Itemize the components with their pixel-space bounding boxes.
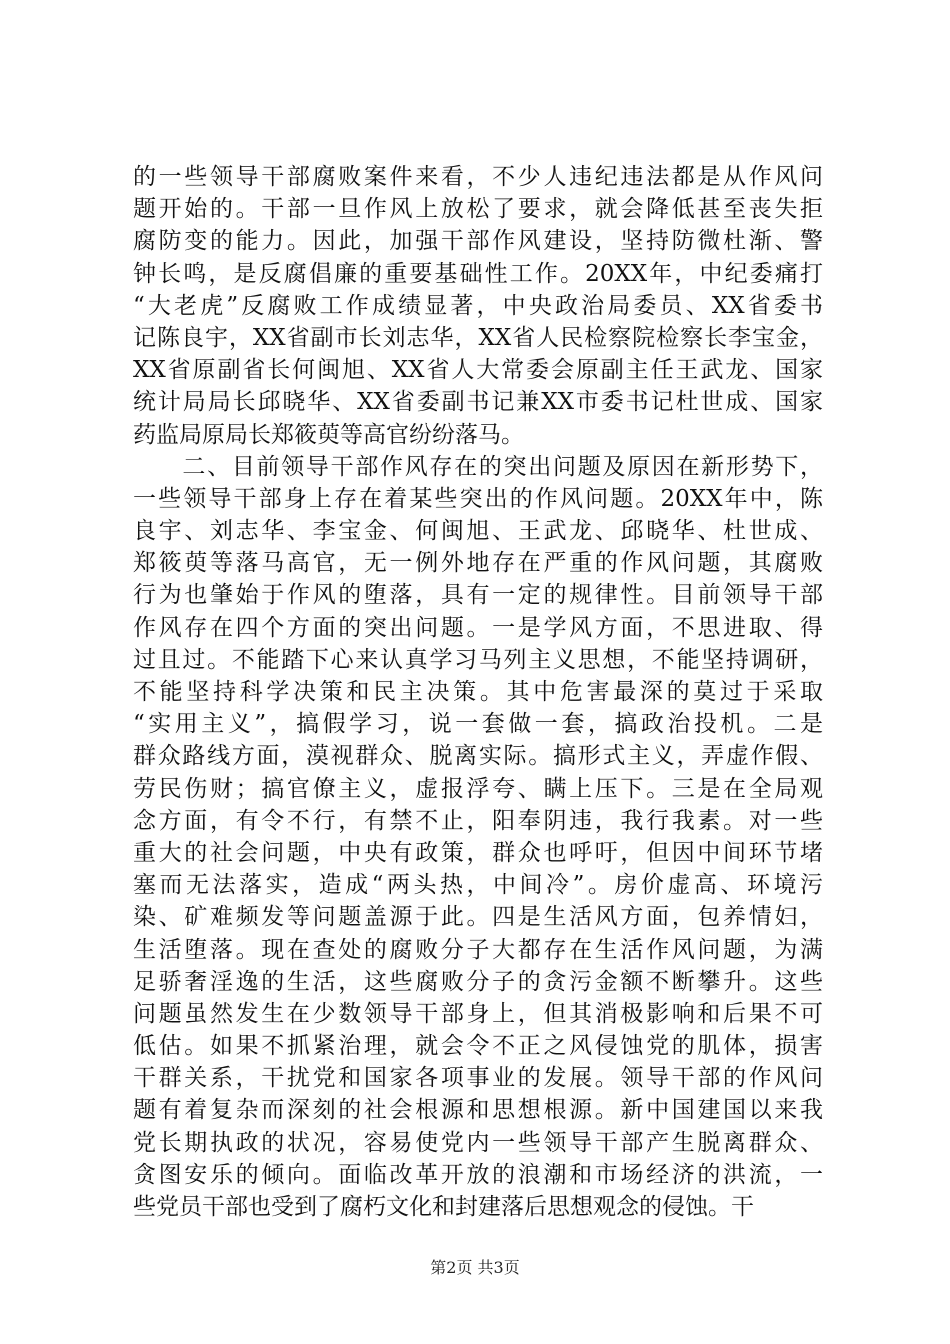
text-line: 作风存在四个方面的突出问题。一是学风方面，不思进取、得 (133, 614, 823, 641)
text-line: 染、矿难频发等问题盖源于此。四是生活风方面，包养情妇， (133, 904, 823, 931)
text-line: 塞而无法落实，造成“两头热，中间冷”。房价虚高、环境污 (133, 872, 823, 899)
text-line: 足骄奢淫逸的生活，这些腐败分子的贪污金额不断攀升。这些 (133, 968, 823, 995)
text-line: 行为也肇始于作风的堕落，具有一定的规律性。目前领导干部 (133, 582, 823, 609)
text-line: 生活堕落。现在查处的腐败分子大都存在生活作风问题，为满 (133, 936, 823, 963)
text-line: 念方面，有令不行，有禁不止，阳奉阴违，我行我素。对一些 (133, 807, 823, 834)
text-line: 群众路线方面，漠视群众、脱离实际。搞形式主义，弄虚作假、 (133, 743, 823, 770)
text-line: 二、目前领导干部作风存在的突出问题及原因在新形势下， (133, 453, 823, 480)
text-line: 问题虽然发生在少数领导干部身上，但其消极影响和后果不可 (133, 1000, 823, 1027)
text-line: 劳民伤财；搞官僚主义，虚报浮夸、瞒上压下。三是在全局观 (133, 775, 823, 802)
text-line: 记陈良宇，XX省副市长刘志华，XX省人民检察院检察长李宝金， (133, 324, 823, 351)
text-line: “实用主义”，搞假学习，说一套做一套，搞政治投机。二是 (133, 711, 823, 738)
text-line: 钟长鸣，是反腐倡廉的重要基础性工作。20XX年，中纪委痛打 (133, 260, 823, 287)
text-line: 统计局局长邱晓华、XX省委副书记兼XX市委书记杜世成、国家 (133, 389, 823, 416)
text-line: 不能坚持科学决策和民主决策。其中危害最深的莫过于采取 (133, 679, 823, 705)
page-number-footer: 第2页 共3页 (430, 1258, 520, 1277)
text-line: 郑筱萸等落马高官，无一例外地存在严重的作风问题，其腐败 (133, 550, 823, 577)
text-line: 良宇、刘志华、李宝金、何闽旭、王武龙、邱晓华、杜世成、 (133, 518, 823, 545)
body-text (133, 161, 823, 1223)
text-line: 一些领导干部身上存在着某些突出的作风问题。20XX年中，陈 (133, 485, 823, 512)
text-line: 低估。如果不抓紧治理，就会令不正之风侵蚀党的肌体，损害 (133, 1033, 823, 1060)
text-line: “大老虎”反腐败工作成绩显著，中央政治局委员、XX省委书 (133, 292, 823, 319)
text-line: 贪图安乐的倾向。面临改革开放的浪潮和市场经济的洪流，一 (133, 1161, 823, 1188)
text-line: XX省原副省长何闽旭、XX省人大常委会原副主任王武龙、国家 (133, 357, 823, 384)
text-line: 腐防变的能力。因此，加强干部作风建设，坚持防微杜渐、警 (133, 228, 823, 255)
text-line: 党长期执政的状况，容易使党内一些领导干部产生脱离群众、 (133, 1129, 823, 1156)
text-line: 的一些领导干部腐败案件来看，不少人违纪违法都是从作风问 (133, 164, 823, 190)
text-line: 过且过。不能踏下心来认真学习马列主义思想，不能坚持调研， (133, 646, 823, 673)
text-line: 些党员干部也受到了腐朽文化和封建落后思想观念的侵蚀。干 (133, 1194, 754, 1220)
text-line: 干群关系，干扰党和国家各项事业的发展。领导干部的作风问 (133, 1065, 823, 1092)
text-line: 重大的社会问题，中央有政策，群众也呼吁，但因中间环节堵 (133, 839, 823, 866)
text-line: 药监局原局长郑筱萸等高官纷纷落马。 (133, 421, 524, 448)
text-line: 题开始的。干部一旦作风上放松了要求，就会降低甚至丧失拒 (133, 196, 823, 223)
text-line: 题有着复杂而深刻的社会根源和思想根源。新中国建国以来我 (133, 1097, 823, 1124)
